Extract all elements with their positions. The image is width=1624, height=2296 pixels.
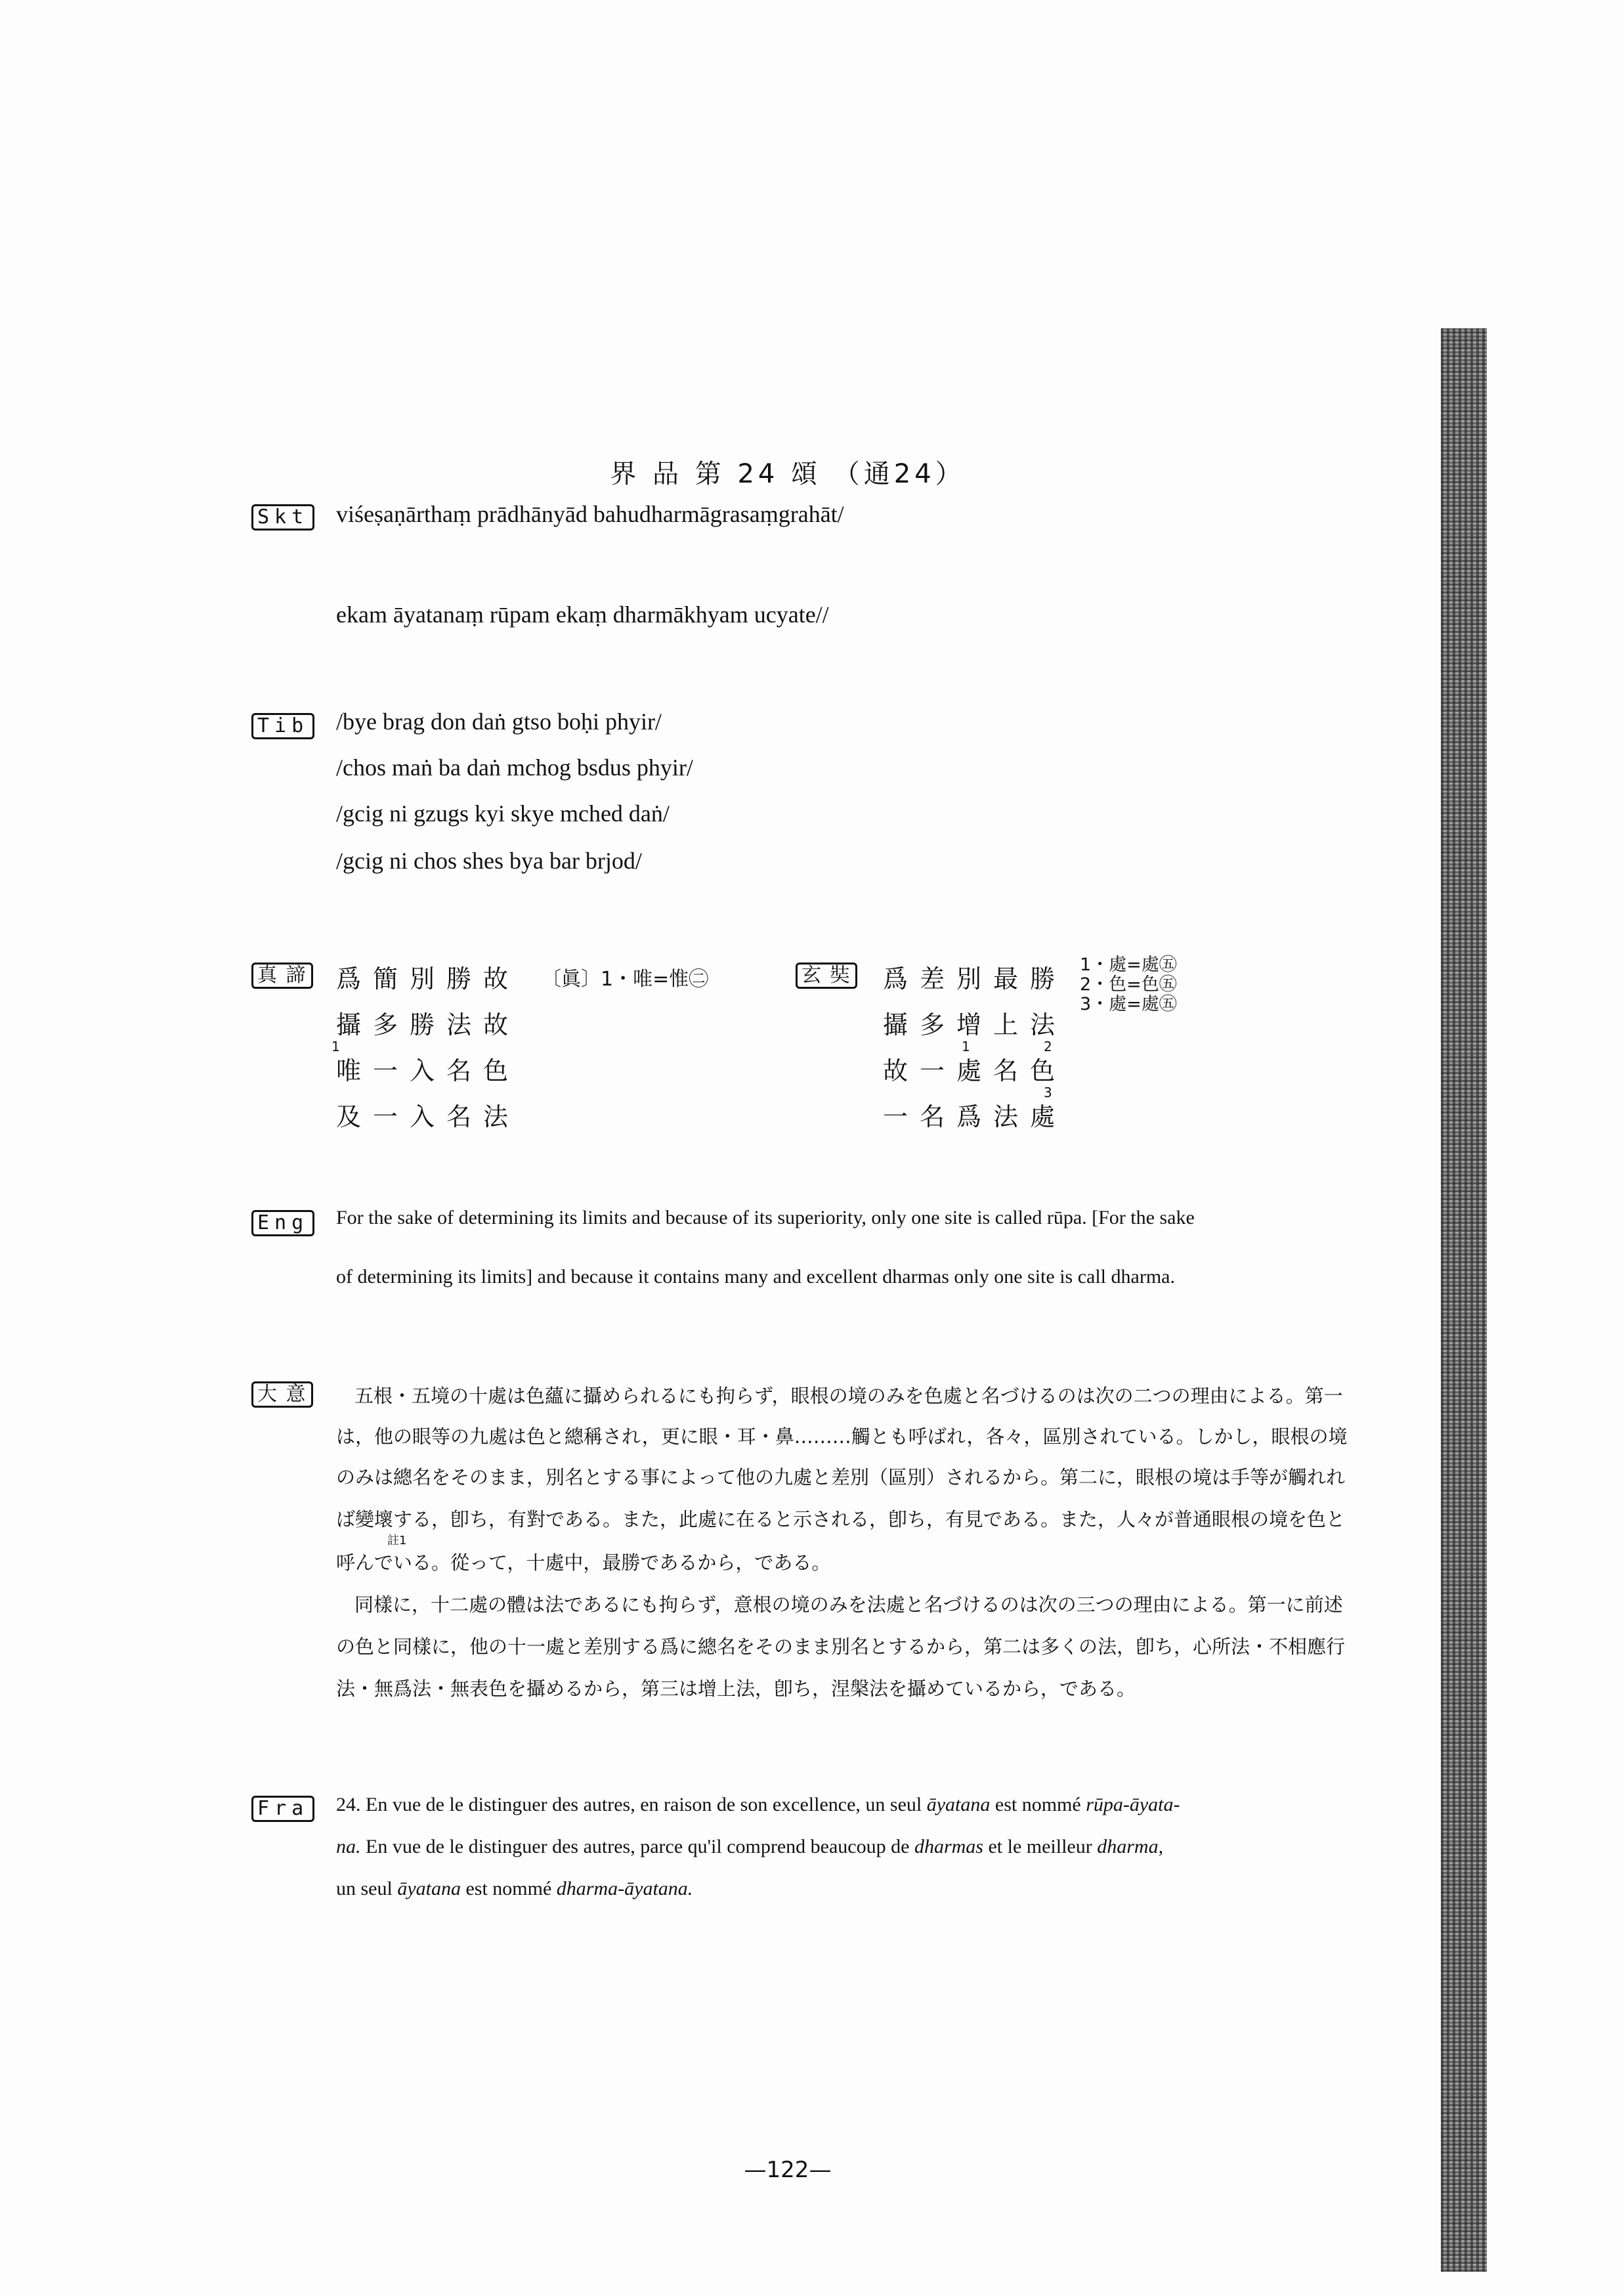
- fra-line-3: [336, 1878, 693, 1900]
- taii-line-3: のみは總名をそのまま，別名とする事によって他の九處と差別（區別）されるから。第二に，眼根の境は手等が觸れれ: [336, 1466, 1346, 1488]
- xuanzang-note-1: 1・處=處㊄: [1080, 955, 1177, 975]
- xuanzang-label: 玄 奘: [796, 963, 857, 989]
- eng-label: Eng: [251, 1210, 314, 1236]
- paramartha-line-1: 爲簡別勝故: [336, 964, 521, 993]
- fra-text: et le meilleur: [983, 1836, 1098, 1857]
- paramartha-line-3: 唯一入名色: [336, 1056, 521, 1085]
- xuanzang-line-1: 爲差別最勝: [883, 964, 1067, 993]
- xuanzang-line-3: 故一處名色: [883, 1056, 1067, 1085]
- fra-italic: dharma-āyatana.: [556, 1878, 693, 1899]
- fra-text: 24. En vue de le distinguer des autres, en raison de son excellence, un seul: [336, 1794, 927, 1815]
- tib-line-4: /gcig ni chos shes bya bar brjod/: [336, 848, 642, 874]
- xuanzang-sup-3: 3: [1044, 1085, 1052, 1100]
- taii-line-7: の色と同樣に，他の十一處と差別する爲に總名をそのまま別名とするから，第二は多くの法，卽ち，心所法・不相應行: [336, 1635, 1346, 1658]
- taii-line-1: 五根・五境の十處は色蘊に攝められるにも拘らず，眼根の境のみを色處と名づけるのは次の二つの理由による。第一: [354, 1385, 1343, 1407]
- tib-label: Tib: [251, 713, 314, 739]
- xuanzang-sup-2: 2: [1044, 1039, 1052, 1054]
- footnote-mark: 註1: [387, 1534, 407, 1548]
- fra-italic: āyatana: [397, 1878, 461, 1899]
- xuanzang-variant-notes: [1080, 955, 1177, 1014]
- xuanzang-line-4: 一名爲法處: [883, 1102, 1067, 1131]
- paramartha-label: 真 諦: [251, 963, 313, 989]
- taii-line-2: は，他の眼等の九處は色と總稱され，更に眼・耳・鼻………觸とも呼ばれ，各々，區別されている。しかし，眼根の境: [336, 1425, 1348, 1448]
- eng-line-1: For the sake of determining its limits and because of its superiority, only one site is called rūpa. [For the sake: [336, 1207, 1195, 1228]
- xuanzang-note-2: 2・色=色㊄: [1080, 974, 1177, 995]
- tib-line-1: /bye brag don daṅ gtso boḥi phyir/: [336, 708, 662, 735]
- xuanzang-note-3: 3・處=處㊄: [1080, 994, 1177, 1014]
- fra-text: En vue de le distinguer des autres, parce qu'il comprend beaucoup de: [360, 1836, 914, 1857]
- paramartha-sup-1: 1: [331, 1039, 340, 1054]
- paramartha-line-2: 攝多勝法故: [336, 1010, 521, 1039]
- fra-italic: dharmas: [914, 1836, 983, 1857]
- verse-title: 界 品 第 24 頌 （通24）: [610, 459, 966, 489]
- xuanzang-line-2: 攝多增上法: [883, 1010, 1067, 1039]
- fra-label: Fra: [251, 1796, 314, 1822]
- skt-line-2: ekam āyatanaṃ rūpam ekaṃ dharmākhyam ucyate//: [336, 601, 829, 628]
- fra-text: est nommé: [990, 1794, 1086, 1815]
- xuanzang-sup-1: 1: [962, 1039, 970, 1054]
- scan-edge-shadow: [1441, 328, 1487, 2272]
- tib-line-3: /gcig ni gzugs kyi skye mched daṅ/: [336, 800, 670, 827]
- tib-line-2: /chos maṅ ba daṅ mchog bsdus phyir/: [336, 754, 693, 781]
- taii-line-4: ば變壞する，卽ち，有對である。また，此處に在ると示される，卽ち，有見である。また，人々が普通眼根の境を色と: [336, 1508, 1346, 1530]
- paramartha-variant-note: 〔眞〕1・唯=惟㊁: [542, 968, 709, 991]
- fra-text: un seul: [336, 1878, 398, 1899]
- page-number: —122—: [744, 2157, 832, 2183]
- fra-line-2: [336, 1836, 1163, 1858]
- eng-line-2: of determining its limits] and because it contains many and excellent dharmas only one site is call dharma.: [336, 1266, 1175, 1288]
- skt-line-1: viśeṣaṇārthaṃ prādhānyād bahudharmāgrasaṃgrahāt/: [336, 501, 844, 527]
- skt-label: Skt: [251, 504, 314, 531]
- taii-line-8: 法・無爲法・無表色を攝めるから，第三は增上法，卽ち，涅槃法を攝めているから，である。: [336, 1678, 1136, 1700]
- taii-label: 大 意: [251, 1381, 313, 1408]
- fra-italic: na.: [336, 1836, 361, 1857]
- fra-italic: dharma,: [1097, 1836, 1164, 1857]
- fra-italic: āyatana: [926, 1794, 991, 1815]
- fra-italic: rūpa-āyata-: [1086, 1794, 1180, 1815]
- paramartha-line-4: 及一入名法: [336, 1102, 521, 1131]
- taii-line-6: 同樣に，十二處の體は法であるにも拘らず，意根の境のみを法處と名づけるのは次の三つの理由による。第一に前述: [354, 1593, 1343, 1616]
- fra-text: est nommé: [460, 1878, 557, 1899]
- taii-line-5: 呼んでいる。從って，十處中，最勝であるから，である。: [336, 1551, 831, 1574]
- fra-line-1: [336, 1794, 1180, 1816]
